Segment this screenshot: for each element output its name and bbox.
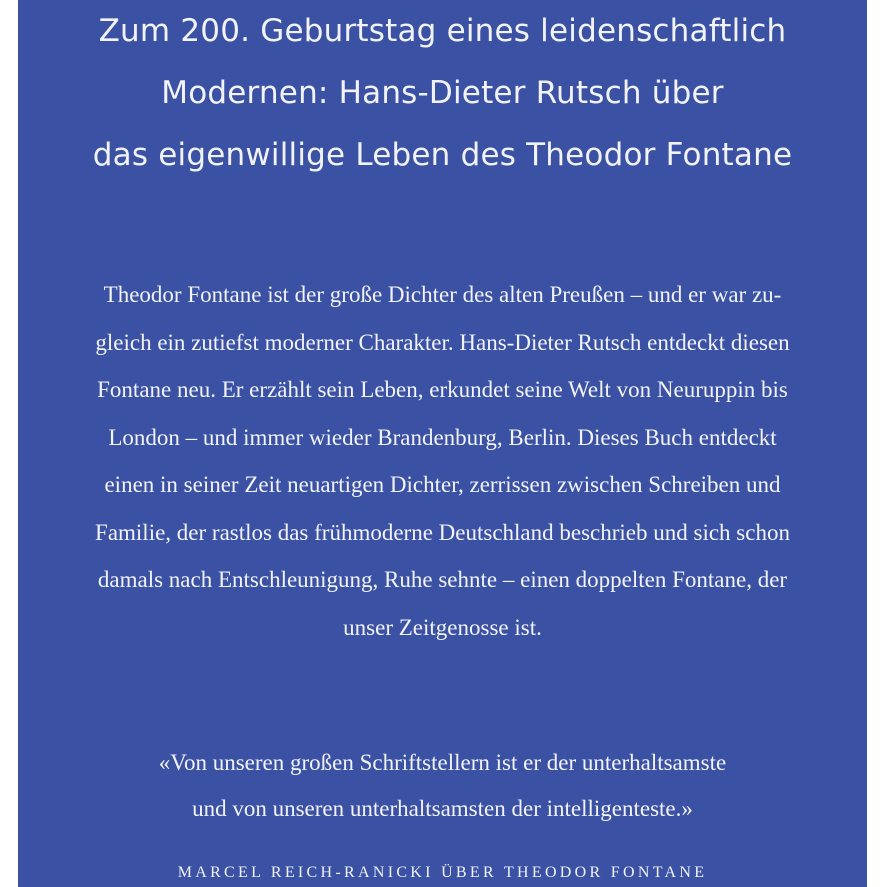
blurb-line: unser Zeitgenosse ist. xyxy=(343,614,542,640)
book-back-cover xyxy=(18,0,867,887)
quote-attribution: MARCEL REICH-RANICKI ÜBER THEODOR FONTANE xyxy=(177,864,708,881)
quote-line: und von unseren unterhaltsamsten der intelligenteste.» xyxy=(192,796,693,821)
headline-line: das eigenwillige Leben des Theodor Fontane xyxy=(92,137,793,173)
quote xyxy=(18,740,867,832)
blurb-line: gleich ein zutiefst moderner Charakter. Hans-Dieter Rutsch entdeckt diesen xyxy=(95,329,790,355)
blurb-line: London – und immer wieder Brandenburg, Berlin. Dieses Buch entdeckt xyxy=(108,424,777,450)
quote-line: «Von unseren großen Schriftstellern ist er der unterhaltsamste xyxy=(158,750,727,775)
blurb-line: einen in seiner Zeit neuartigen Dichter, zerrissen zwischen Schreiben und xyxy=(104,472,781,497)
blurb-text xyxy=(18,271,867,651)
headline-line: Zum 200. Geburtstag eines leidenschaftlich xyxy=(98,13,787,49)
headline-line: Modernen: Hans-Dieter Rutsch über xyxy=(161,75,724,111)
blurb-line: damals nach Entschleunigung, Ruhe sehnte – einen doppelten Fontane, der xyxy=(97,567,788,592)
headline xyxy=(18,0,867,186)
blurb-line: Familie, der rastlos das frühmoderne Deutschland beschrieb und sich schon xyxy=(95,519,790,545)
blurb-line: Theodor Fontane ist der große Dichter des alten Preußen – und er war zu- xyxy=(103,282,782,307)
blurb-line: Fontane neu. Er erzählt sein Leben, erkundet seine Welt von Neuruppin bis xyxy=(97,377,788,402)
